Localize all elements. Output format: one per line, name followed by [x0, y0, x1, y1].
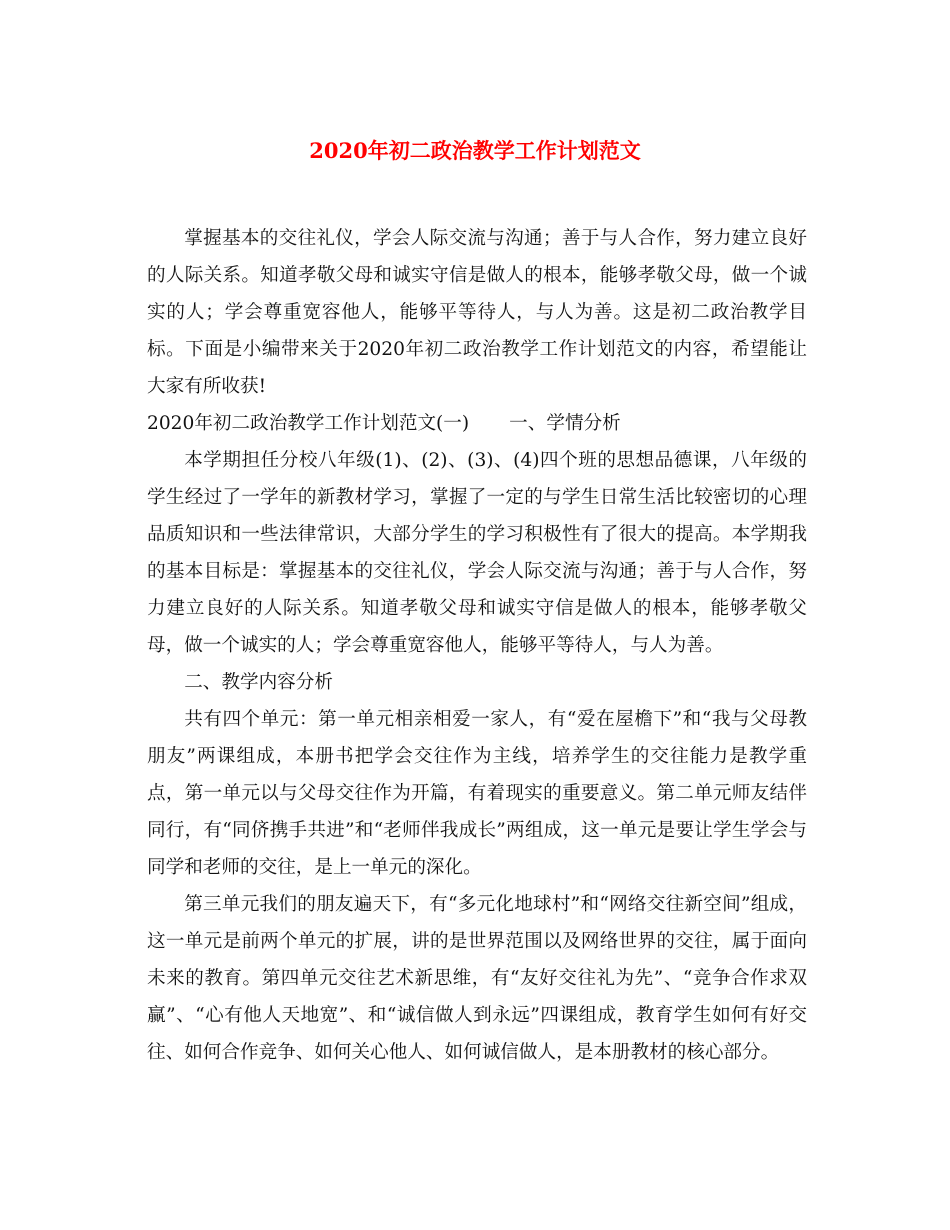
content-paragraph-two: 第三单元我们的朋友遍天下，有“多元化地球村”和“网络交往新空间”组成，这一单元是前两个单元的扩展，讲的是世界范围以及网络世界的交往，属于面向未来的教育。第四单元交往艺术新思维，有“友好交往礼为先”、“竞争合作求双赢”、“心有他人天地宽”、和“诚信做人到永远”四课组成，教育学生如何有好交往、如何合作竞争、如何关心他人、如何诚信做人，是本册教材的核心部分。 [147, 894, 807, 1063]
document-body [147, 220, 807, 1071]
intro-paragraph: 掌握基本的交往礼仪，学会人际交流与沟通；善于与人合作，努力建立良好的人际关系。知道孝敬父母和诚实守信是做人的根本，能够孝敬父母，做一个诚实的人；学会尊重宽容他人，能够平等待人，与人为善。这是初二政治教学目标。下面是小编带来关于2020年初二政治教学工作计划范文的内容，希望能让大家有所收获! [147, 228, 807, 397]
section-title-line [147, 405, 807, 442]
section-title: 2020年初二政治教学工作计划范文(一) [147, 413, 470, 434]
content-paragraph-one: 共有四个单元：第一单元相亲相爱一家人，有“爱在屋檐下”和“我与父母教朋友”两课组成，本册书把学会交往作为主线，培养学生的交往能力是教学重点，第一单元以与父母交往作为开篇，有着现实的重要意义。第二单元师友结伴同行，有“同侪携手共进”和“老师伴我成长”两组成，这一单元是要让学生学会与同学和老师的交往，是上一单元的深化。 [147, 709, 807, 878]
situation-paragraph: 本学期担任分校八年级(1)、(2)、(3)、(4)四个班的思想品德课，八年级的学生经过了一学年的新教材学习，掌握了一定的与学生日常生活比较密切的心理品质知识和一些法律常识，大部分学生的学习积极性有了很大的提高。本学期我的基本目标是：掌握基本的交往礼仪，学会人际交流与沟通；善于与人合作，努力建立良好的人际关系。知道孝敬父母和诚实守信是做人的根本，能够孝敬父母，做一个诚实的人；学会尊重宽容他人，能够平等待人，与人为善。 [147, 450, 807, 656]
heading-learning-analysis: 一、学情分析 [509, 413, 621, 434]
heading-content-analysis: 二、教学内容分析 [184, 672, 333, 693]
document-title: 2020年初二政治教学工作计划范文 [309, 138, 641, 163]
